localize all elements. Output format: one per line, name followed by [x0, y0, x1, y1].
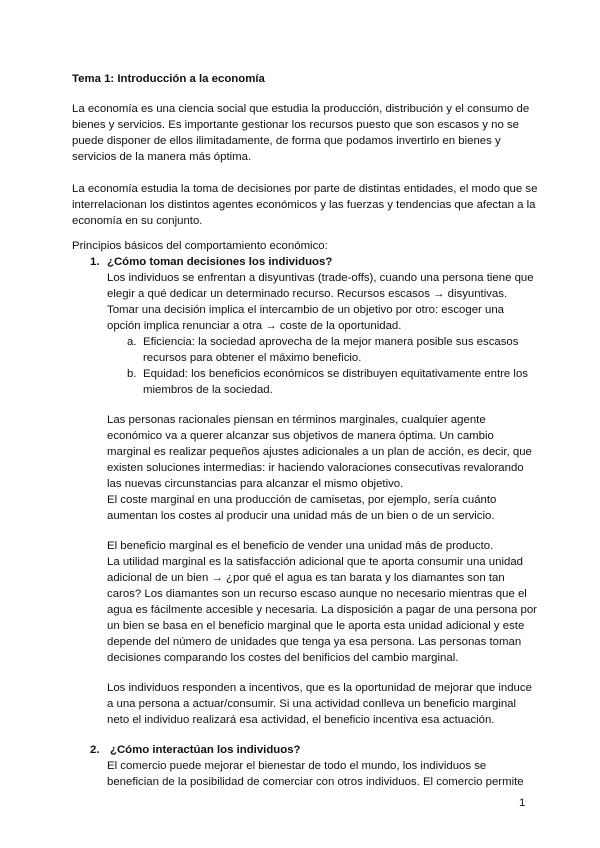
- text-line: La economía estudia la toma de decisiones por parte de distintas entidades, el modo que se: [72, 183, 538, 195]
- list-number: 2.: [90, 744, 100, 756]
- text-line: El beneficio marginal es el beneficio de vender una unidad más de producto.: [107, 540, 494, 552]
- page-title: Tema 1: Introducción a la economía: [72, 73, 265, 85]
- page-number: 1: [519, 797, 526, 809]
- text-line: marginal es realizar pequeños ajustes adicionales a un plan de acción, es decir, que: [107, 446, 532, 458]
- text-line: las nuevas circunstancias para alcanzar el mismo objetivo.: [107, 478, 404, 490]
- text-line: a una persona a actuar/consumir. Si una actividad conlleva un beneficio marginal: [107, 698, 517, 710]
- text-line: económico va a querer alcanzar sus objetivos de manera óptima. Un cambio: [107, 430, 494, 442]
- text-line: puede disponer de ellos ilimitadamente, de forma que podamos invertirlo en bienes y: [72, 135, 501, 147]
- list-marker: b.: [127, 368, 137, 380]
- text-line: servicios de la manera más óptima.: [72, 151, 252, 163]
- text-line: Las personas racionales piensan en términos marginales, cualquier agente: [107, 414, 486, 426]
- section-heading: ¿Cómo interactúan los individuos?: [110, 744, 301, 756]
- text-line: opción implica renunciar a otra → coste de la oportunidad.: [107, 320, 402, 332]
- text-line: La utilidad marginal es la satisfacción adicional que te aporta consumir una unidad: [107, 556, 524, 568]
- list-marker: a.: [127, 336, 137, 348]
- text-line: agua es fácilmente accesible y necesaria. La disposición a pagar de una persona por: [107, 604, 537, 616]
- text-line: Equidad: los beneficios económicos se distribuyen equitativamente entre los: [143, 368, 528, 380]
- text-line: La economía es una ciencia social que estudia la producción, distribución y el consumo de: [72, 103, 530, 115]
- text-line: neto el individuo realizará esa actividad, el beneficio incentiva esa actuación.: [107, 714, 495, 726]
- text-line: interrelacionan los distintos agentes económicos y las fuerzas y tendencias que afectan a la: [72, 199, 536, 211]
- text-line: miembros de la sociedad.: [143, 384, 273, 396]
- text-line: aumentan los costes al producir una unidad más de un bien o de un servicio.: [107, 510, 495, 522]
- text-line: recursos para obtener el máximo beneficio.: [143, 352, 362, 364]
- list-number: 1.: [90, 256, 100, 268]
- text-line: bienes y servicios. Es importante gestionar los recursos puesto que son escasos y no se: [72, 119, 519, 131]
- text-line: Los individuos responden a incentivos, que es la oportunidad de mejorar que induce: [107, 682, 532, 694]
- text-line: depende del número de unidades que tenga ya esa persona. Las personas toman: [107, 636, 522, 648]
- text-line: El coste marginal en una producción de camisetas, por ejemplo, sería cuánto: [107, 494, 497, 506]
- text-line: decisiones comparando los costes del benificios del cambio marginal.: [107, 652, 459, 664]
- text-line: caros? Los diamantes son un recurso escaso aunque no necesario mientras que el: [107, 588, 527, 600]
- section-heading: ¿Cómo toman decisiones los individuos?: [107, 256, 333, 268]
- principles-heading: Principios básicos del comportamiento económico:: [72, 240, 328, 252]
- text-line: elegir a qué dedicar un determinado recurso. Recursos escasos → disyuntivas.: [107, 288, 508, 300]
- text-line: El comercio puede mejorar el bienestar de todo el mundo, los individuos se: [107, 760, 487, 772]
- text-line: Los individuos se enfrentan a disyuntivas (trade-offs), cuando una persona tiene que: [107, 272, 534, 284]
- text-line: economía en su conjunto.: [72, 215, 203, 227]
- text-line: Tomar una decisión implica el intercambio de un objetivo por otro: escoger una: [107, 304, 504, 316]
- text-line: existen soluciones intermedias: ir haciendo valoraciones consecutivas revalorando: [107, 462, 524, 474]
- text-line: benefician de la posibilidad de comerciar con otros individuos. El comercio permite: [107, 776, 524, 788]
- text-line: adicional de un bien → ¿por qué el agua es tan barata y los diamantes son tan: [107, 572, 505, 584]
- text-line: un bien se basa en el beneficio marginal que le aporta esta unidad adicional y este: [107, 620, 525, 632]
- text-line: Eficiencia: la sociedad aprovecha de la mejor manera posible sus escasos: [143, 336, 519, 348]
